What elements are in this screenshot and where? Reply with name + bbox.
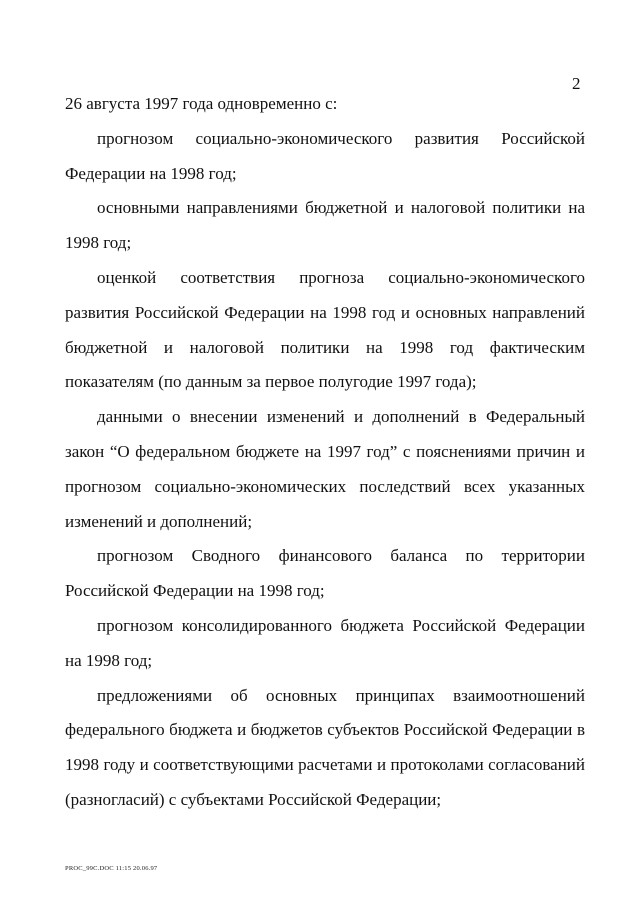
paragraph-intro: 26 августа 1997 года одновременно с:	[65, 94, 338, 113]
paragraph-financial-balance: прогнозом Сводного финансового баланса по территории Российской Федерации на 1998 год;	[65, 546, 585, 601]
paragraph-assessment: оценкой соответствия прогноза социально-экономического развития Российской Федерации на 1998 год и основных направлений бюджетной и налоговой политики на 1998 год фактическим показателям (по данным за первое полугодие 1997 года);	[65, 267, 585, 392]
paragraph-consolidated-budget: прогнозом консолидированного бюджета Российской Федерации на 1998 год;	[65, 615, 585, 670]
paragraph-forecast-social-economic: прогнозом социально-экономического развития Российской Федерации на 1998 год;	[65, 128, 585, 183]
page-number: 2	[572, 74, 581, 93]
paragraph-federal-law-changes: данными о внесении изменений и дополнений в Федеральный закон “О федеральном бюджете на 1997 год” с пояснениями причин и прогнозом социально-экономических последствий всех указанных изменений и дополнений;	[65, 407, 585, 531]
document-footer: PROC_99C.DOC 11:15 20.06.97	[65, 865, 158, 872]
paragraph-interbudget-relations: предложениями об основных принципах взаимоотношений федерального бюджета и бюджетов субъектов Российской Федерации в 1998 году и соответствующими расчетами и протоколами согласований (разногласий) с субъектами Российской Федерации;	[65, 685, 585, 809]
paragraph-budget-tax-policy: основными направлениями бюджетной и налоговой политики на 1998 год;	[65, 198, 585, 253]
body-text	[65, 87, 585, 818]
